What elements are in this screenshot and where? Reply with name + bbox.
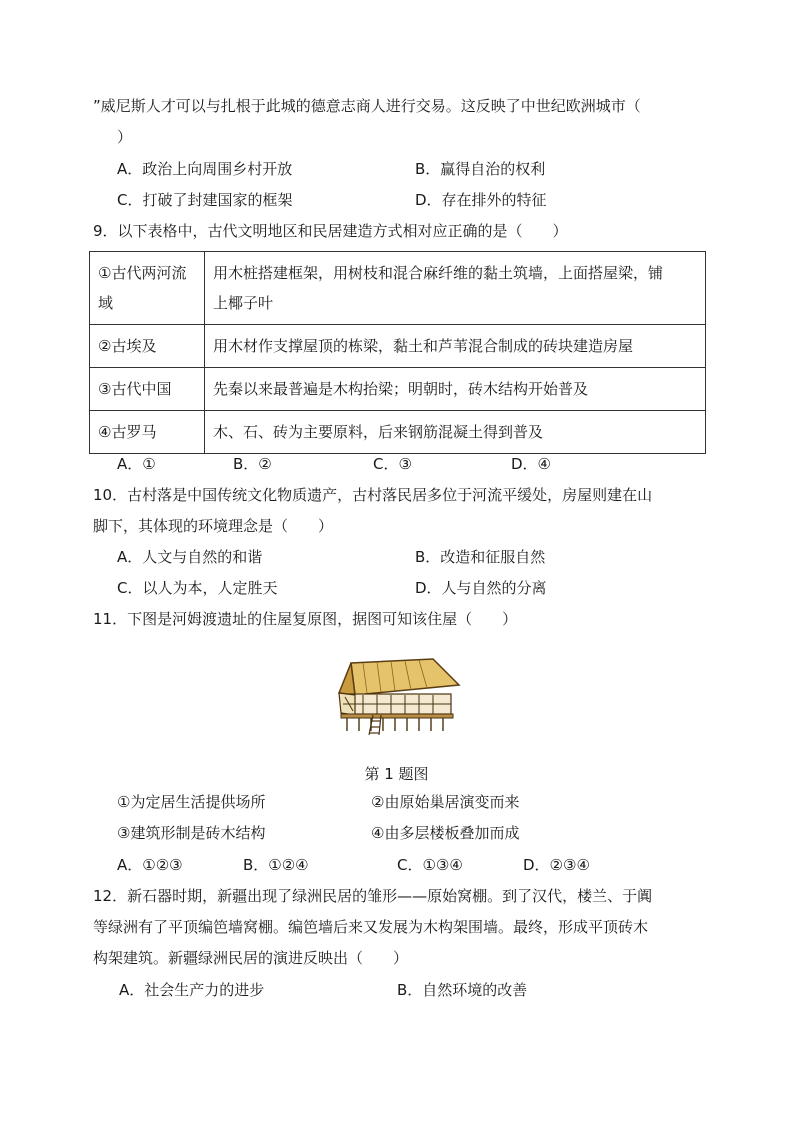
table-row: [90, 252, 706, 325]
q11-stem: 11．下图是河姆渡遗址的住屋复原图，据图可知该住屋（ ）: [93, 610, 518, 628]
figure-caption: 第 1 题图: [364, 765, 429, 783]
q9-option-c: C．③: [373, 455, 412, 473]
table-cell-region: [90, 252, 205, 325]
q11-option-c: C．①③④: [397, 856, 463, 874]
table-row: [90, 411, 706, 454]
q10-option-c: C．以人为本，人定胜天: [117, 579, 278, 597]
region-line1: ①古代两河流: [98, 264, 187, 282]
q11-option-b: B．①②④: [243, 856, 309, 874]
q10-option-d: D．人与自然的分离: [415, 579, 547, 597]
q10-option-b: B．改造和征服自然: [415, 548, 546, 566]
region-line2: 域: [98, 294, 114, 312]
q10-option-a: A．人文与自然的和谐: [117, 548, 263, 566]
q11-statement-3: ③建筑形制是砖木结构: [117, 824, 266, 842]
q11-option-d: D．②③④: [523, 856, 590, 874]
q10-stem-line2: 脚下，其体现的环境理念是（ ）: [93, 517, 334, 535]
table-row: [90, 368, 706, 411]
q9-option-b: B．②: [233, 455, 272, 473]
desc-line1: 用木桩搭建框架，用树枝和混合麻纤维的黏土筑墙，上面搭屋梁，铺: [213, 264, 664, 282]
table-row: [90, 325, 706, 368]
table-cell-region: ④古罗马: [90, 411, 205, 454]
q12-stem-line2: 等绿洲有了平顶编笆墙窝棚。编笆墙后来又发展为木构架围墙。最终，形成平顶砖木: [93, 918, 649, 936]
hemudu-house-image: [333, 655, 463, 737]
q11-statement-4: ④由多层楼板叠加而成: [371, 824, 520, 842]
q8-option-c: C．打破了封建国家的框架: [117, 191, 293, 209]
q11-option-a: A．①②③: [117, 856, 183, 874]
q12-stem-line3: 构架建筑。新疆绿洲民居的演进反映出（ ）: [93, 949, 409, 967]
q9-option-a: A．①: [117, 455, 156, 473]
q8-option-d: D．存在排外的特征: [415, 191, 547, 209]
q10-stem-line1: 10．古村落是中国传统文化物质遗产，古村落民居多位于河流平缓处，房屋则建在山: [93, 486, 653, 504]
q9-table: [89, 251, 706, 454]
q8-option-b: B．赢得自治的权利: [415, 160, 546, 178]
q9-option-d: D．④: [511, 455, 551, 473]
q11-statement-1: ①为定居生活提供场所: [117, 793, 266, 811]
q8-stem-line2: ）: [117, 128, 133, 146]
q12-option-b: B．自然环境的改善: [397, 981, 528, 999]
desc-line2: 上椰子叶: [213, 294, 274, 312]
q12-option-a: A．社会生产力的进步: [119, 981, 265, 999]
q8-stem-line1: ”威尼斯人才可以与扎根于此城的德意志商人进行交易。这反映了中世纪欧洲城市（: [93, 97, 641, 115]
table-cell-desc: 先秦以来最普遍是木构抬梁；明朝时，砖木结构开始普及: [205, 368, 706, 411]
table-cell-region: ③古代中国: [90, 368, 205, 411]
table-cell-region: ②古埃及: [90, 325, 205, 368]
table-cell-desc: 木、石、砖为主要原料，后来钢筋混凝土得到普及: [205, 411, 706, 454]
q12-stem-line1: 12．新石器时期，新疆出现了绿洲民居的雏形——原始窝棚。到了汉代，楼兰、于阗: [93, 887, 653, 905]
q11-statement-2: ②由原始巢居演变而来: [371, 793, 520, 811]
table-cell-desc: [205, 252, 706, 325]
table-cell-desc: 用木材作支撑屋顶的栋梁，黏土和芦苇混合制成的砖块建造房屋: [205, 325, 706, 368]
q8-option-a: A．政治上向周围乡村开放: [117, 160, 293, 178]
q9-stem: 9．以下表格中，古代文明地区和民居建造方式相对应正确的是（ ）: [93, 222, 568, 240]
